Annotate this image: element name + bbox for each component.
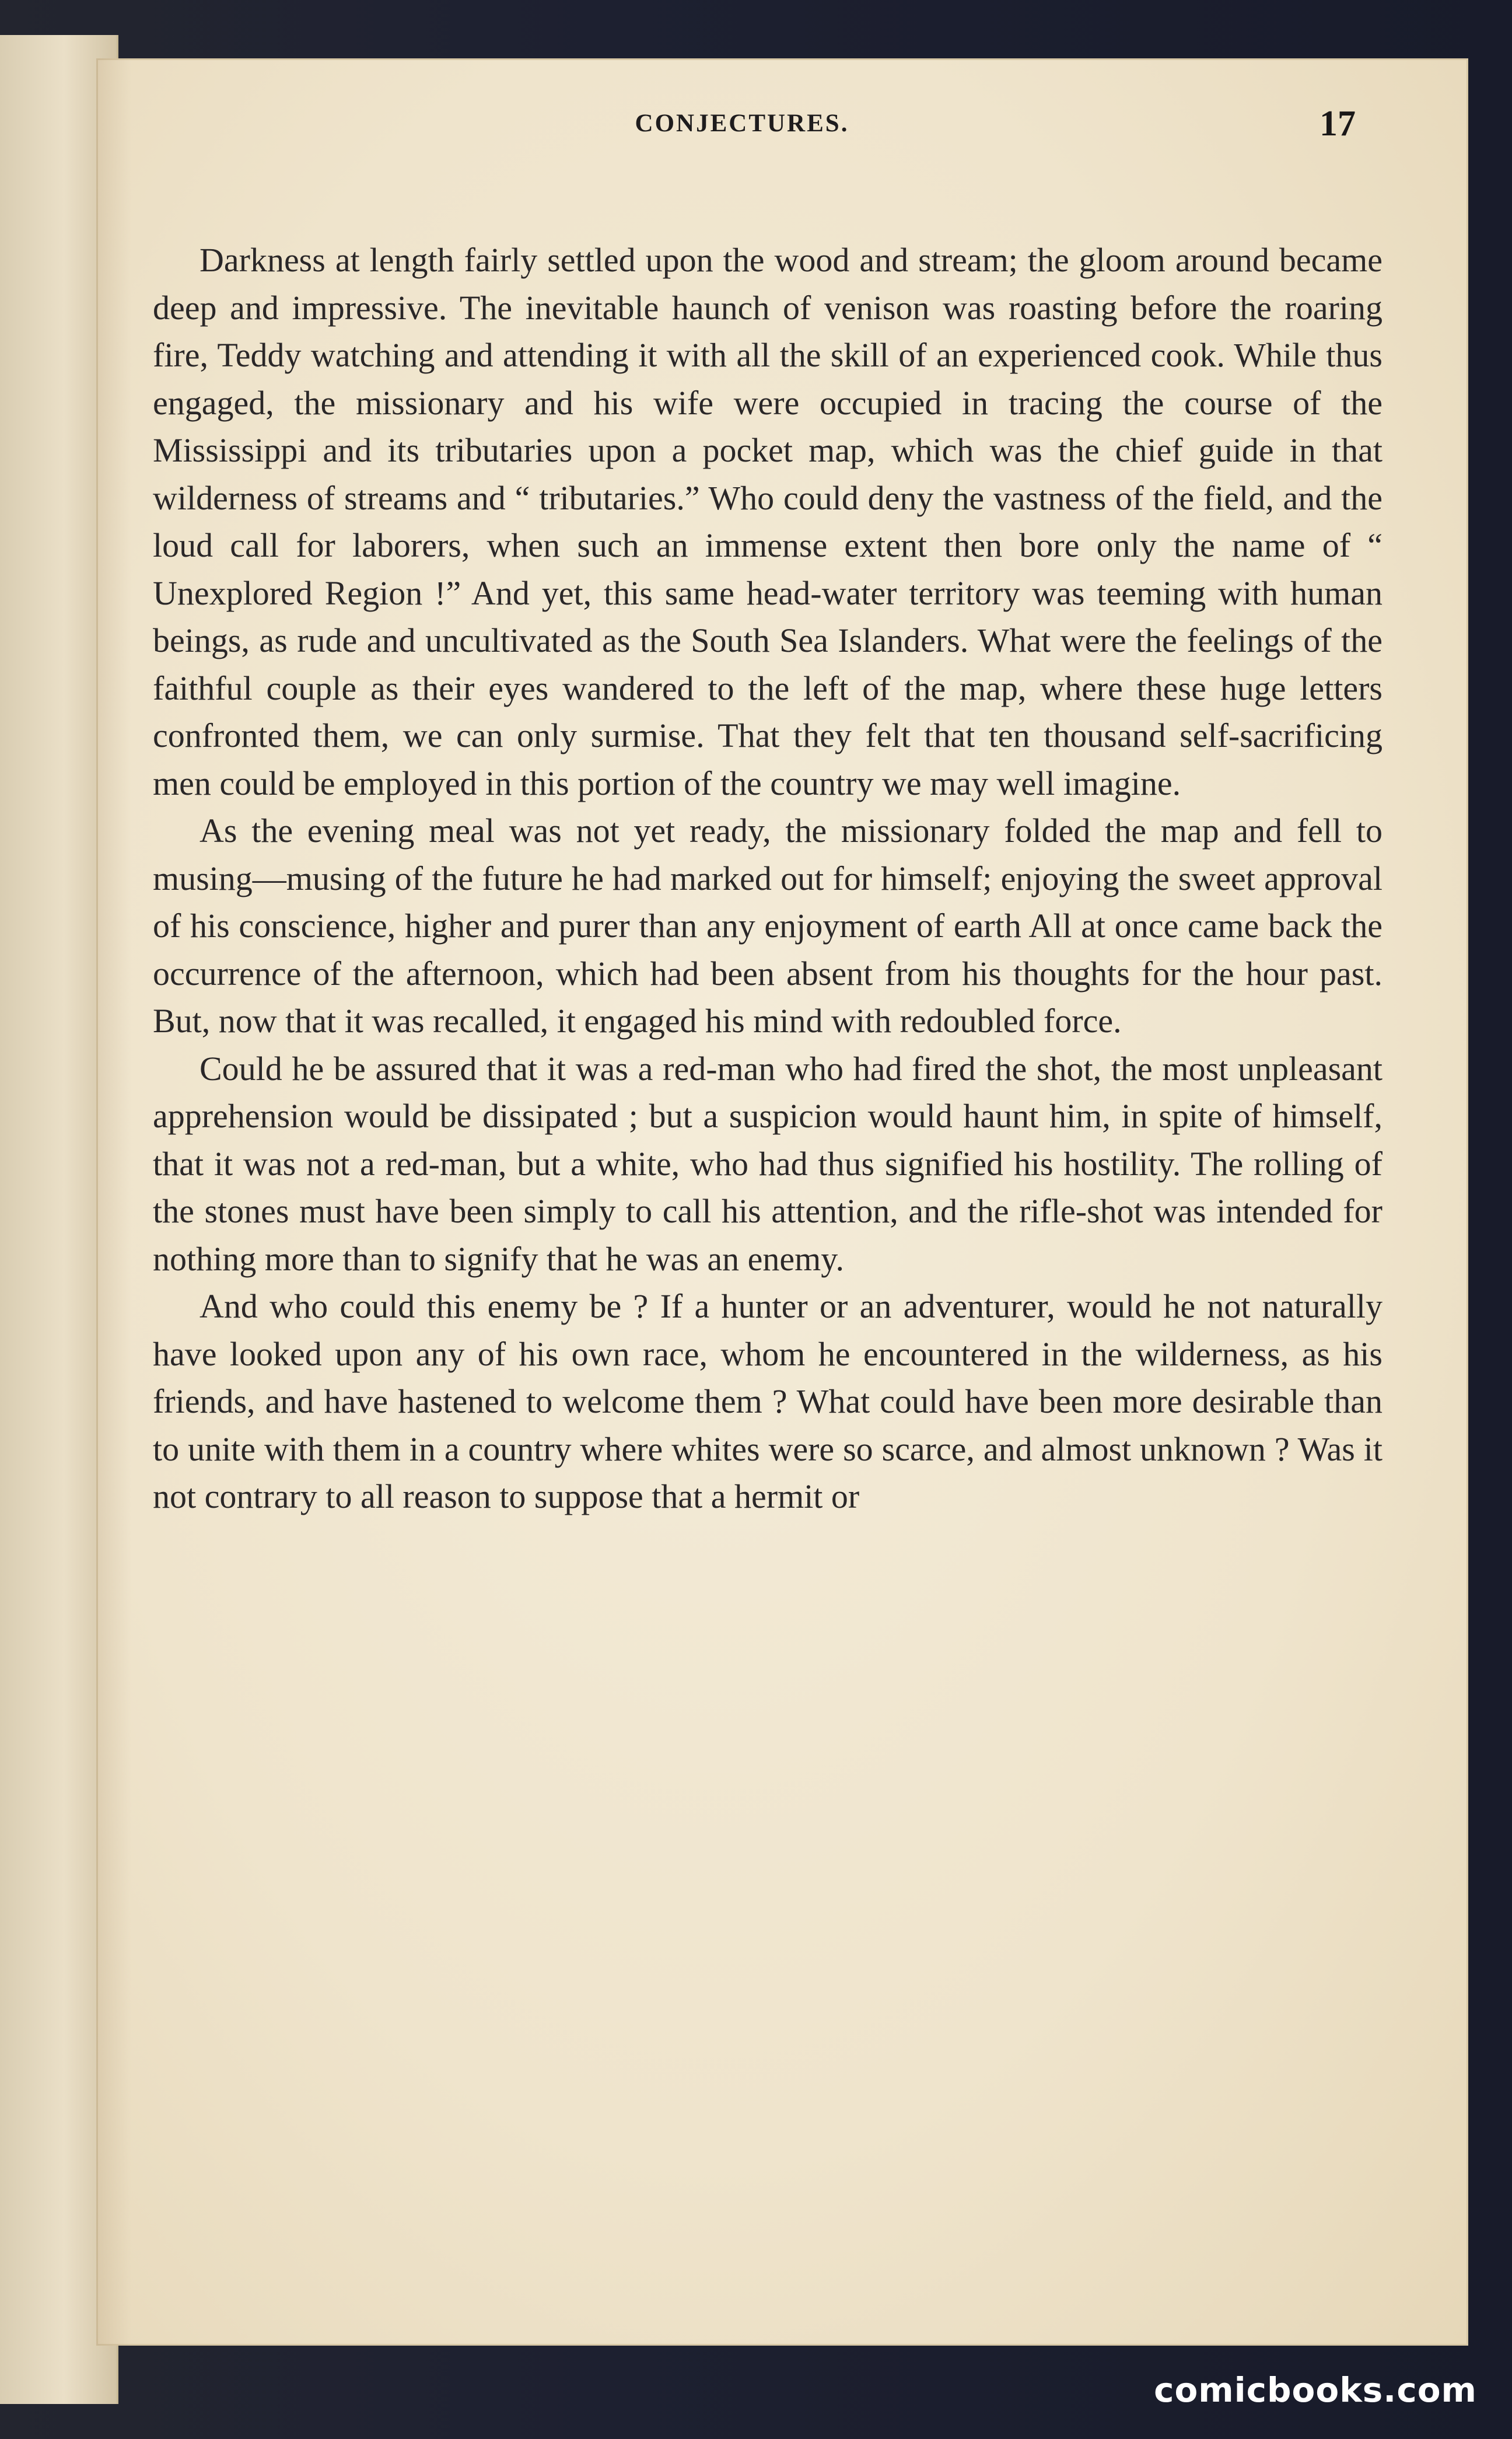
paragraph: And who could this enemy be ? If a hunter or an adventurer, would he not naturally have looked upon any of his own race, whom he encountered in the wilderness, as his friends, and have hastened to welcome them ? What could have been more desirable than to unite with them in a country where whites were so scarce, and almost unknown ? Was it not contrary to all reason to suppose that a hermit or [153, 1287, 1382, 1515]
paragraph: As the evening meal was not yet ready, the missionary folded the map and fell to musing—musing of the future he had marked out for himself; enjoying the sweet approval of his conscience, higher and purer than any enjoyment of earth All at once came back the occurrence of the afternoon, which had been absent from his thoughts for the hour past. But, now that it was recalled, it engaged his mind with redoubled force. [153, 812, 1382, 1040]
running-title: CONJECTURES. [635, 110, 849, 137]
body-text [153, 236, 1382, 1521]
running-head [140, 100, 1356, 147]
paragraph: Darkness at length fairly settled upon the wood and stream; the gloom around became deep and impressive. The inevitable haunch of venison was roasting before the roaring fire, Teddy watching and attending it with all the skill of an experienced cook. While thus engaged, the missionary and his wife were occupied in tracing the course of the Mississippi and its tributaries upon a pocket map, which was the chief guide in that wilderness of streams and “ tributaries.” Who could deny the vastness of the field, and the loud call for laborers, when such an immense extent then bore only the name of “ Unexplored Region !” And yet, this same head-water territory was teeming with human beings, as rude and uncultivated as the South Sea Islanders. What were the feelings of the faithful couple as their eyes wandered to the left of the map, where these huge letters confronted them, we can only surmise. That they felt that ten thousand self-sacrificing men could be employed in this portion of the country we may well imagine. [153, 241, 1382, 802]
page-number: 17 [1320, 104, 1356, 144]
paragraph: Could he be assured that it was a red-man who had fired the shot, the most unpleasant apprehension would be dissipated ; but a suspicion would haunt him, in spite of himself, that it was not a red-man, but a white, who had thus signified his hostility. The rolling of the stones must have been simply to call his attention, and the rifle-shot was intended for nothing more than to signify that he was an enemy. [153, 1049, 1382, 1278]
watermark: comicbooks.com [1154, 2370, 1477, 2410]
